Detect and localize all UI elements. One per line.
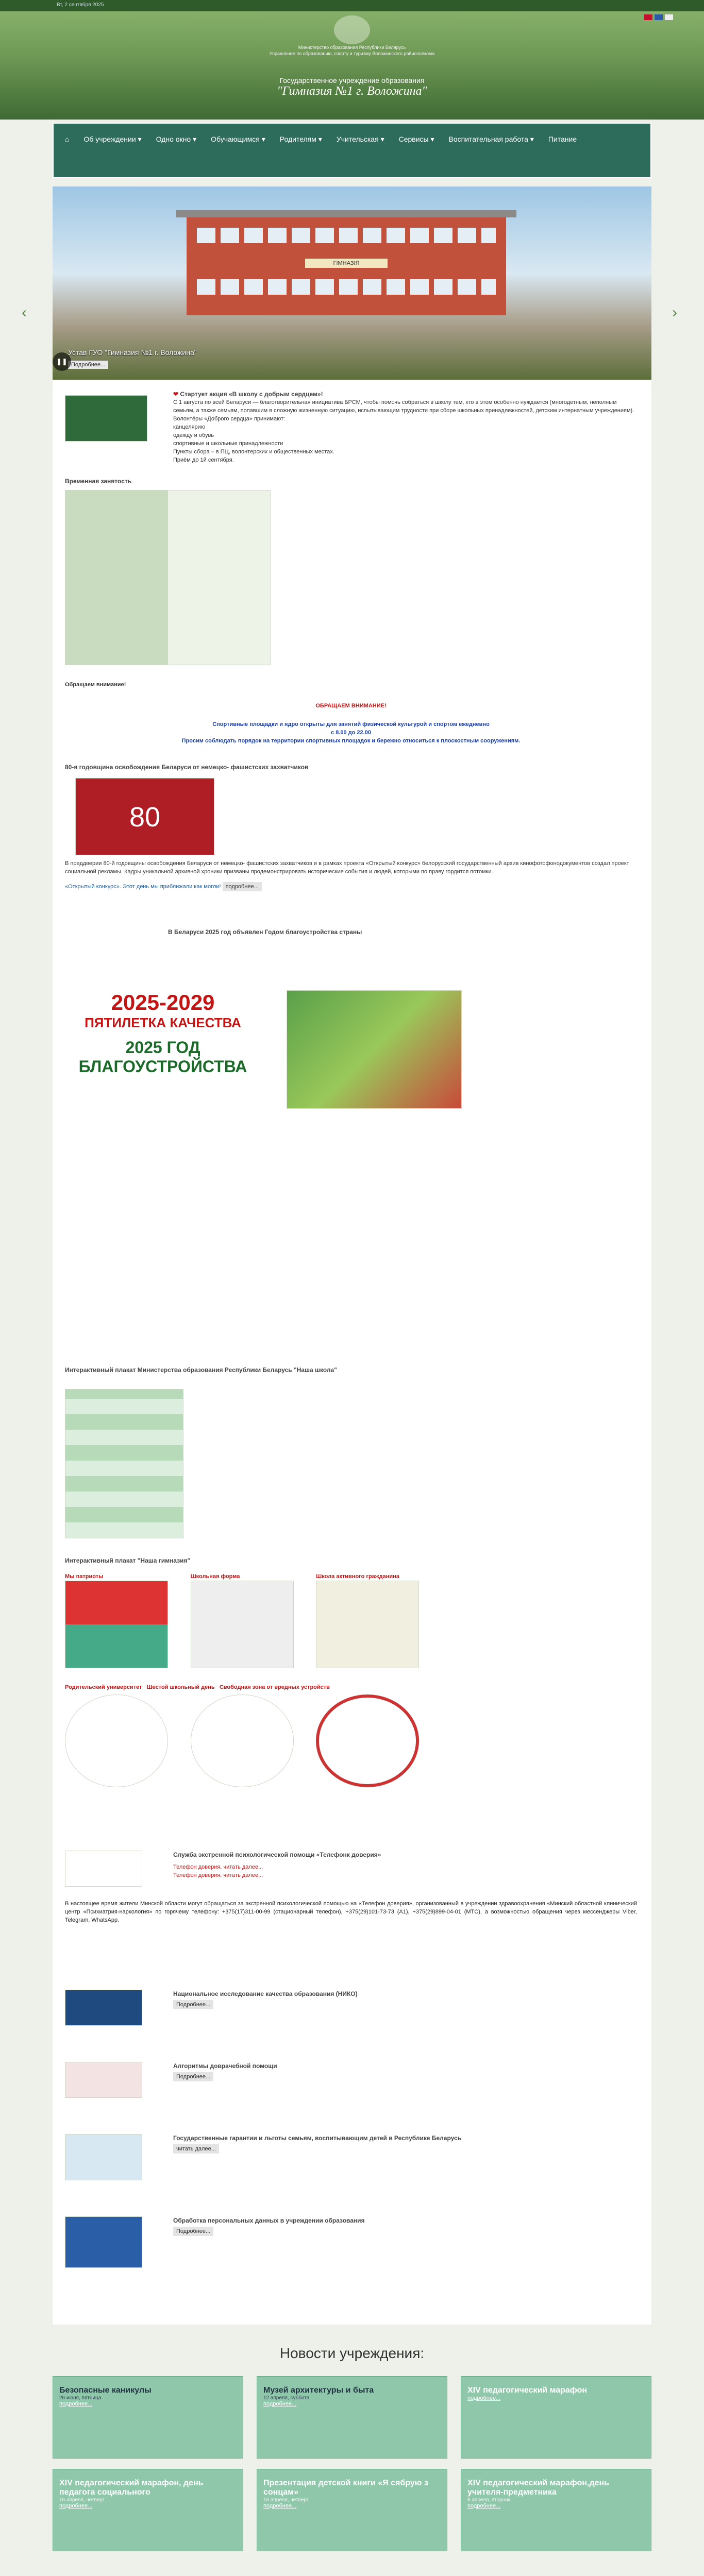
years-text: 2025-2029 [111, 990, 215, 1014]
info-title: Обработка персональных данных в учреждении образования [173, 2217, 365, 2224]
action-list-item: Пункты сбора – в ПЦ, волонтерских и общественных местах. [173, 449, 334, 455]
niko-image [65, 1990, 142, 2026]
poster-section [65, 1366, 637, 1536]
school-building-image [187, 217, 506, 315]
nav-students[interactable]: Обучающимся ▾ [211, 135, 265, 143]
uniform-image[interactable] [191, 1581, 294, 1668]
building-sign: ГІМНАЗІЯ [305, 259, 388, 268]
nav-about[interactable]: Об учреждении ▾ [83, 135, 142, 143]
site-header [0, 11, 704, 120]
gym-poster-row [65, 1683, 457, 1787]
news-card[interactable] [53, 2469, 243, 2551]
news-title[interactable]: Музей архитектуры и быта [263, 2386, 374, 2395]
poster-caption: Свободная зона от вредных устройств [219, 1684, 330, 1690]
news-card[interactable] [53, 2376, 243, 2459]
news-more[interactable]: подробнее... [467, 2503, 501, 2509]
action-list-item: Волонтёры «Доброго сердца» принимают: [173, 416, 286, 422]
blago-title: В Беларуси 2025 год объявлен Годом благоустройства страны [168, 928, 362, 936]
nav-services[interactable]: Сервисы ▾ [398, 135, 434, 143]
info-more[interactable]: Подробнее... [173, 2227, 213, 2236]
header-subtitle: Государственное учреждение образования [279, 76, 425, 84]
slider-more-button[interactable]: Подробнее... [68, 361, 108, 369]
info-title: Алгоритмы доврачебной помощи [173, 2062, 277, 2070]
news-card[interactable] [461, 2469, 651, 2551]
window-row [197, 279, 496, 295]
window-row [197, 228, 496, 243]
sport-notice [65, 702, 637, 745]
topbar-date: Вт, 2 сентября 2025 [0, 0, 704, 11]
vacancy-section [65, 478, 637, 694]
department-text: Управление по образованию, спорту и туризму Воложинского райисполкома [269, 51, 435, 56]
news-date: 16 апреля, четверг [263, 2497, 309, 2503]
family-guarantees-image [65, 2134, 142, 2180]
news-section [53, 2345, 651, 2509]
info-item [65, 1990, 637, 2031]
phone-link[interactable]: Телефон доверия. читать далее... [173, 1872, 263, 1878]
sport-day-image[interactable] [191, 1694, 294, 1787]
phone-logo [65, 1851, 142, 1887]
news-date: 12 апреля, суббота [263, 2395, 310, 2401]
info-items [65, 1990, 637, 2278]
citizen-image[interactable] [316, 1581, 419, 1668]
news-more[interactable]: подробнее... [467, 2395, 501, 2401]
info-more[interactable]: читать далее... [173, 2144, 219, 2154]
poster-caption: Мы патриоты [65, 1573, 104, 1580]
news-date: 16 апреля, четверг [59, 2497, 105, 2503]
quality-banner [65, 990, 261, 1109]
image-slider[interactable] [53, 187, 651, 380]
school-poster[interactable] [65, 1389, 183, 1538]
phone-section [65, 1851, 637, 1954]
liberation-more[interactable]: подробнее... [223, 882, 262, 891]
news-title[interactable]: Презентация детской книги «Я сябрую з сонцам» [263, 2479, 428, 2497]
action-list-item: спортивные и школьные принадлежности [173, 440, 283, 447]
header-title: "Гимназия №1 г. Воложина" [277, 84, 427, 98]
liberation-text: В преддверии 80-й годовщины освобождения Беларуси от немецко- фашистских захватчиков и в рамках проекта «Открытый конкурс» белорусский государственный архив кинофотофонодокументов создал проект социальной рекламы. Кадры уникальной архивной хроники призваны продемонстрировать исторические события и людей, которыми по праву гордится потомки. [65, 860, 629, 875]
action-image [65, 395, 147, 442]
poster-caption: Школьная форма [190, 1573, 240, 1580]
liberation-section [65, 764, 637, 890]
news-card[interactable] [257, 2376, 447, 2459]
poster-caption: Шестой школьный день [146, 1684, 215, 1690]
liberation-banner: 80 [75, 778, 214, 855]
patriot-image[interactable] [65, 1581, 168, 1668]
action-list-item: Приём до 1й сентября. [173, 457, 234, 463]
header-ministry [0, 11, 704, 57]
slider-prev-icon[interactable]: ‹ [22, 304, 27, 321]
nav-teachers[interactable]: Учительская ▾ [336, 135, 384, 143]
info-more[interactable]: Подробнее... [173, 2000, 213, 2009]
news-title[interactable]: XIV педагогический марафон,день учителя-предметника [467, 2479, 609, 2497]
action-list-item: одежду и обувь [173, 432, 214, 438]
action-text: С 1 августа по всей Беларуси — благотворительная инициатива БРСМ, чтобы помочь собраться в школу тем, кто в этом особенно нуждается (многодетным, неполным семьям, а также семьям, попавшим в сложную жизненную ситуацию, испытывающим трудности при сборе школьных принадлежностей, детским интернатным учреждениям). [173, 399, 634, 414]
news-more[interactable]: подробнее... [59, 2401, 93, 2407]
family-image[interactable] [65, 1694, 168, 1787]
info-item [65, 2062, 637, 2103]
nav-one-window[interactable]: Одно окно ▾ [156, 135, 197, 143]
vacancy-poster [65, 490, 271, 665]
phone-link[interactable]: Телефон доверия. читать далее... [173, 1864, 263, 1870]
improvement-text: 2025 ГОД БЛАГОУСТРОЙСТВА [78, 1038, 247, 1076]
slider-caption[interactable]: Устав ГУО "Гимназия №1 г. Воложина" [68, 348, 197, 357]
info-title: Государственные гарантии и льготы семьям, воспитывающим детей в Республике Беларусь [173, 2134, 462, 2142]
action-title: ❤ Стартует акция «В школу с добрым сердцем»! [173, 391, 323, 398]
news-date: 8 апреля, вторник [467, 2497, 511, 2503]
sport-title: ОБРАЩАЕМ ВНИМАНИЕ! [315, 703, 387, 709]
quality-text: ПЯТИЛЕТКА КАЧЕСТВА [85, 1015, 241, 1030]
news-card[interactable] [461, 2376, 651, 2459]
news-title[interactable]: Безопасные каникулы [59, 2386, 152, 2395]
main-content [53, 187, 651, 2325]
gym-poster-section [65, 1557, 637, 1799]
info-item [65, 2134, 637, 2175]
sport-line: Спортивные площадки и ядро открыты для занятий физической культурой и спортом ежедневно [212, 721, 490, 727]
firstaid-image [65, 2062, 142, 2098]
gym-poster-row [65, 1572, 457, 1668]
phone-text: В настоящее время жители Минской области могут обращаться за экстренной психологической помощью на «Телефон доверия», организованный в учреждении здравоохранения «Минский областной клинический центр «Психиатрия-наркология» по горячему телефону: +375(17)311-00-99 (стационарный телефон), +375(29)101-73-73 (A1), +375(29)899-04-01 (МТС), а возможностью обращения через мессенджеры Viber, Telegram, WhatsApp. [65, 1901, 637, 1923]
news-title[interactable]: XIV педагогический марафон, день педагога социального [59, 2479, 204, 2497]
nav-upbringing[interactable]: Воспитательная работа ▾ [448, 135, 534, 143]
blago-section [65, 928, 637, 1098]
ministry-text: Министерство образования Республики Беларусь [298, 45, 406, 50]
liberation-title: 80-я годовщина освобождения Беларуси от немецко- фашистских захватчиков [65, 764, 309, 771]
pause-icon[interactable]: ❚❚ [53, 352, 71, 371]
gym-poster-title: Интерактивный плакат "Наша гимназия" [65, 1557, 191, 1564]
poster-caption: Родительский университет [65, 1684, 142, 1690]
poster-caption: Школа активного гражданина [316, 1573, 399, 1580]
info-more[interactable]: Подробнее... [173, 2072, 213, 2081]
roof-shape [176, 210, 516, 217]
news-heading: Новости учреждения: [279, 2345, 425, 2361]
poster-title: Интерактивный плакат Министерства образования Республики Беларусь "Наша школа" [65, 1366, 337, 1374]
data-protection-image [65, 2216, 142, 2268]
blago-photo [287, 990, 462, 1109]
liberation-link[interactable]: «Открытый конкурс». Этот день мы приближали как могли! [65, 884, 221, 890]
news-date: 26 июня, пятница [59, 2395, 102, 2401]
no-phones-image[interactable] [316, 1694, 419, 1787]
phone-title: Служба экстренной психологической помощи «Телефонк доверия» [173, 1851, 381, 1858]
sport-rules: Просим соблюдать порядок на территории спортивных площадок и бережно относиться к плоскостным сооружениям. [181, 738, 521, 744]
sport-hours: с 8.00 до 22.00 [331, 730, 371, 736]
slider-next-icon[interactable]: › [672, 304, 677, 321]
info-title: Национальное исследование качества образования (НИКО) [173, 1990, 358, 1997]
news-title[interactable]: XIV педагогический марафон [467, 2386, 587, 2395]
action-list-item: канцелярию [173, 424, 206, 430]
nav-home[interactable]: ⌂ [65, 135, 70, 143]
school-action [65, 390, 637, 462]
vacancy-title: Временная занятость [65, 478, 132, 485]
info-item [65, 2216, 637, 2258]
nav-food[interactable]: Питание [548, 135, 577, 143]
news-card[interactable] [257, 2469, 447, 2551]
main-nav [53, 123, 651, 178]
nav-parents[interactable]: Родителям ▾ [279, 135, 322, 143]
news-more[interactable]: подробнее... [263, 2401, 297, 2407]
news-more[interactable]: подробнее... [263, 2503, 297, 2509]
vacancy-note: Обращаем внимание! [65, 682, 126, 688]
news-more[interactable]: подробнее... [59, 2503, 93, 2509]
